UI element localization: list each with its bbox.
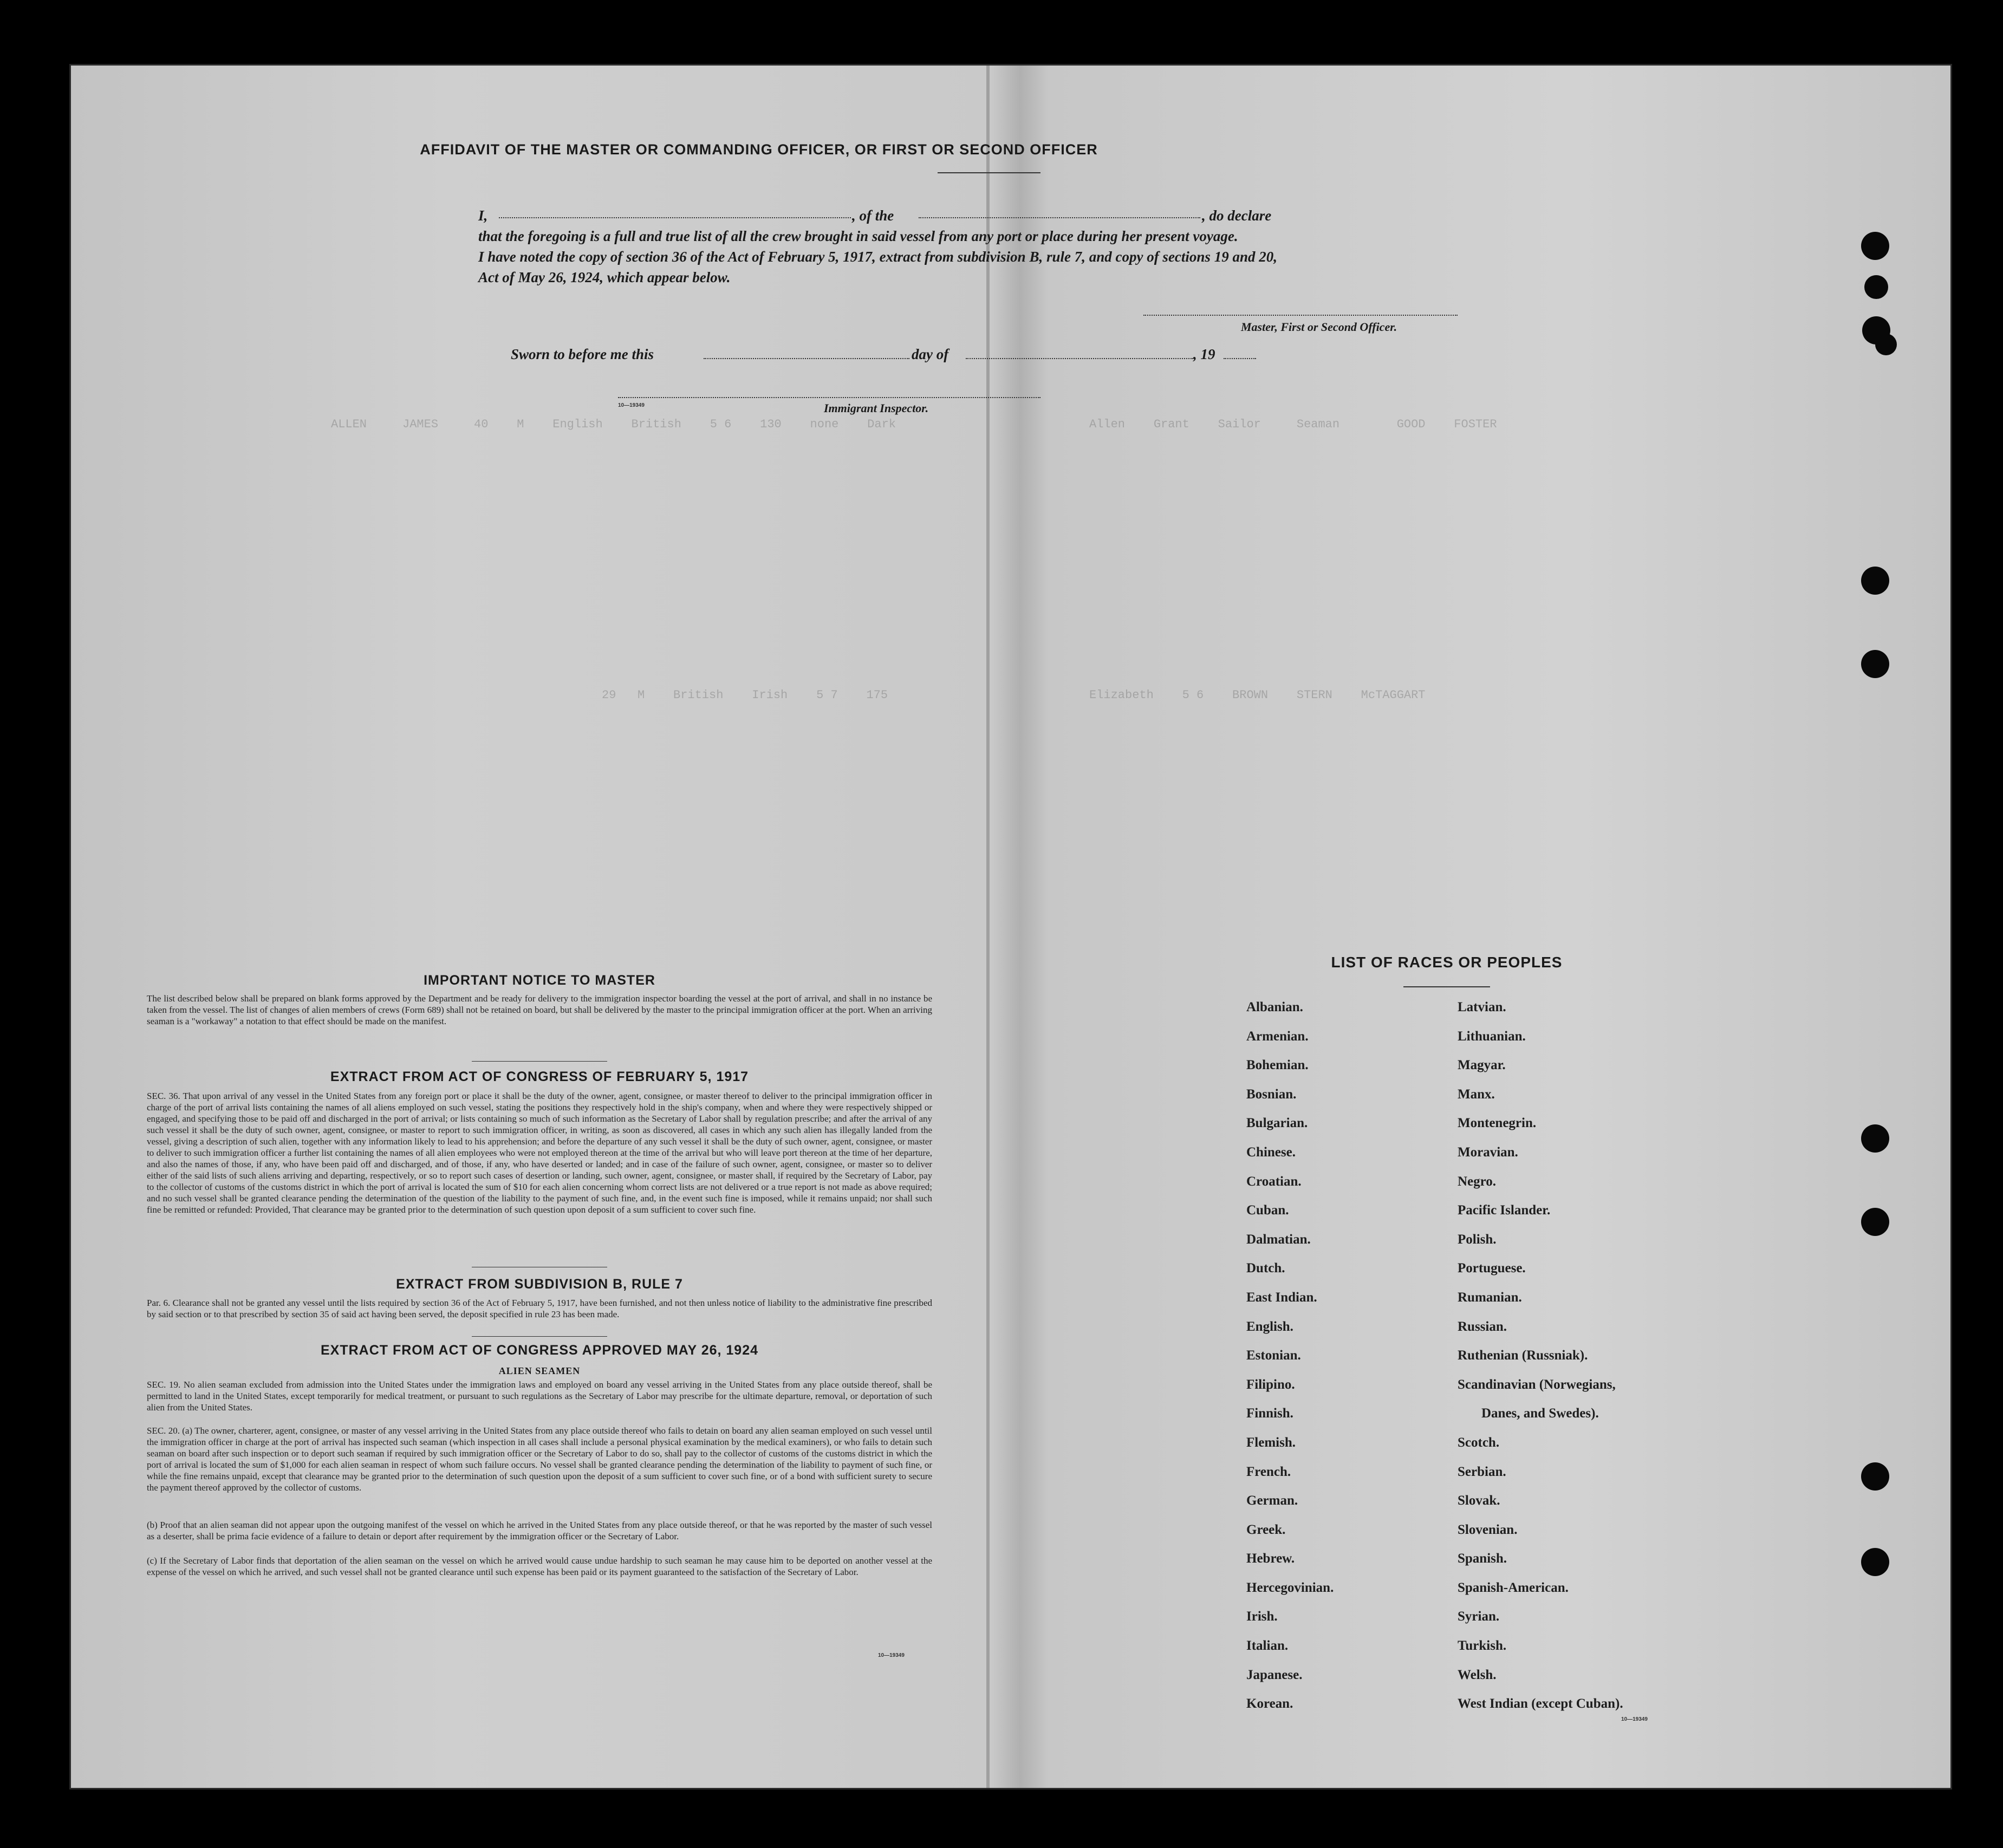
race-item: German. (1246, 1493, 1298, 1508)
race-item: East Indian. (1246, 1290, 1317, 1305)
race-item: Magyar. (1458, 1058, 1506, 1073)
race-item: Bulgarian. (1246, 1116, 1308, 1131)
bleed-through-text: ALLEN JAMES 40 M English British 5 6 130 none Dark (331, 418, 896, 431)
race-item: Pacific Islander. (1458, 1203, 1551, 1218)
race-item: Portuguese. (1458, 1261, 1526, 1276)
master-label: Master, First or Second Officer. (1241, 320, 1397, 334)
year-label: , 19 (1193, 346, 1215, 362)
race-item: Croatian. (1246, 1174, 1302, 1189)
race-item: Turkish. (1458, 1638, 1507, 1654)
race-item: Chinese. (1246, 1144, 1296, 1160)
inspector-label: Immigrant Inspector. (824, 401, 929, 415)
center-fold (986, 66, 990, 1788)
alien-seamen-subtitle: ALIEN SEAMEN (498, 1365, 581, 1376)
bleed-through-text: Elizabeth 5 6 BROWN STERN McTAGGART (1089, 688, 1426, 702)
inspector-signature-field[interactable] (618, 397, 1040, 398)
races-right-column (1458, 993, 1623, 1719)
race-item: Moravian. (1458, 1144, 1518, 1160)
race-item: Rumanian. (1458, 1290, 1522, 1305)
sworn-month-field[interactable] (966, 358, 1193, 359)
notice-text: The list described below shall be prepared on blank forms approved by the Department and be ready for delivery to the immigration inspector boarding the vessel at the port of arrival, and shall in no instance be taken from the vessel. The list of changes of alien members of crews (Form 689) shall not be retained on board, but shall be delivered by the master to the principal immigration officer at the port. When an arriving seaman is a "workaway" a notation to that effect should be made on the manifest. (147, 993, 932, 1026)
punch-hole (1861, 567, 1889, 595)
affidavit-i: I, (478, 207, 488, 224)
affidavit-line-4: Act of May 26, 1924, which appear below. (478, 269, 731, 285)
race-item: Serbian. (1458, 1464, 1506, 1479)
title-underline (938, 172, 1040, 173)
rule-7-title: EXTRACT FROM SUBDIVISION B, RULE 7 (396, 1277, 683, 1292)
race-item: Cuban. (1246, 1203, 1289, 1218)
extract-1924-title: EXTRACT FROM ACT OF CONGRESS APPROVED MAY 26, 1924 (320, 1343, 759, 1358)
extract-1917-text: SEC. 36. That upon arrival of any vessel in the United States from any foreign port or place it shall be the duty of the owner, agent, consignee, or master thereof to deliver to the principal immigration officer in charge of the port of arrival lists containing the names of all aliens employed on such vessel, stating the positions they respectively hold in the ship's company, when and where they were respectively shipped or engaged, and specifying those to be paid off and discharged in the port of arrival; or lists containing so much of such information as the Secretary of Labor shall by regulation prescribe; and after the arrival of any such vessel it shall be the duty of such owner, agent, consignee, or master to report to such immigration officer, in writing, as soon as discovered, all cases in which any such alien has illegally landed from the vessel, giving a description of such alien, together with any information likely to lead to his apprehension; and before the departure of any such vessel it shall be the duty of such owner, agent, consignee, or master to deliver to such immigration officer a further list containing the names of all alien employees who were not employed thereon at the time of the arrival but who will leave port thereon at the time of her departure, and also the names of those, if any, who have been paid off and discharged, and of those, if any, who have deserted or landed; and in case of the failure of such owner, agent, consignee, or master so to deliver either of the said lists of such aliens arriving and departing, respectively, or so to report such cases of desertion or landing, such owner, agent, consignee, or master shall, if required by the Secretary of Labor, pay to the collector of customs of the customs district in which the port of arrival is located the sum of $10 for each alien concerning whom correct lists are not delivered or a true report is not made as above required; and no such vessel shall be granted clearance pending the determination of the question of the liability to the payment of such fine, and, in the event such fine is imposed, while it remains unpaid; nor shall such fine be remitted or refunded: Provided, That clearance may be granted prior to the determination of such question upon deposit of a sum sufficient to cover such fine. (147, 1091, 932, 1215)
race-item: Finnish. (1246, 1406, 1293, 1421)
punch-hole (1875, 334, 1897, 355)
divider (472, 1061, 607, 1062)
bleed-through-text: Allen Grant Sailor Seaman GOOD FOSTER (1089, 418, 1497, 431)
race-item: Polish. (1458, 1232, 1497, 1247)
race-item: Ruthenian (Russniak). (1458, 1348, 1588, 1363)
affidavit-of-the: , of the (852, 207, 894, 224)
race-item: Estonian. (1246, 1348, 1301, 1363)
race-item: Dutch. (1246, 1261, 1285, 1276)
race-item: Manx. (1458, 1086, 1495, 1102)
race-item: Hebrew. (1246, 1551, 1295, 1566)
races-left-column (1246, 993, 1334, 1719)
race-item: Lithuanian. (1458, 1029, 1526, 1044)
sworn-year-field[interactable] (1224, 358, 1256, 359)
race-item: Slovenian. (1458, 1522, 1518, 1537)
race-item: Welsh. (1458, 1667, 1497, 1682)
notice-title: IMPORTANT NOTICE TO MASTER (424, 973, 655, 988)
affidavit-line-2: that the foregoing is a full and true list of all the crew brought in said vessel from any port or place during her present voyage. (478, 228, 1238, 244)
races-title: LIST OF RACES OR PEOPLES (1331, 954, 1563, 971)
race-item: Japanese. (1246, 1667, 1303, 1682)
punch-hole (1861, 1124, 1889, 1153)
extract-1924-sec-20c: (c) If the Secretary of Labor finds that deportation of the alien seaman on the vessel on which he arrived would cause undue hardship to such seaman he may cause him to be deported on another vessel at the expense of the vessel on which he arrived, and such vessel shall not be granted clearance until such expense has been paid or its payment guaranteed to the satisfaction of the Secretary of Labor. (147, 1556, 932, 1577)
race-item: Filipino. (1246, 1377, 1295, 1392)
punch-hole (1861, 1548, 1889, 1576)
punch-hole (1861, 650, 1889, 678)
affidavit-title: AFFIDAVIT OF THE MASTER OR COMMANDING OFFICER, OR FIRST OR SECOND OFFICER (420, 141, 1098, 158)
name-field[interactable] (499, 217, 851, 218)
extract-1924-sec-20b: (b) Proof that an alien seaman did not appear upon the outgoing manifest of the vessel on which he arrived in the United States from any place outside thereof, or that he was reported by the master of such vessel as a deserter, shall be prima facie evidence of a failure to detain or deport after requirement by the immigration officer or the Secretary of Labor. (147, 1520, 932, 1541)
race-item: Danes, and Swedes). (1481, 1406, 1599, 1421)
race-item: Italian. (1246, 1638, 1289, 1654)
master-signature-field[interactable] (1143, 315, 1458, 316)
affidavit-form-number: 10—19349 (618, 402, 645, 408)
race-item: Scotch. (1458, 1435, 1500, 1450)
race-item: Bohemian. (1246, 1058, 1309, 1073)
races-form-number: 10—19349 (1621, 1716, 1648, 1722)
race-item: Slovak. (1458, 1493, 1500, 1508)
day-of-label: day of (912, 346, 949, 362)
sworn-label: Sworn to before me this (511, 346, 654, 362)
extract-1917-title: EXTRACT FROM ACT OF CONGRESS OF FEBRUARY 5, 1917 (330, 1069, 749, 1084)
punch-hole (1861, 232, 1889, 260)
races-title-underline (1403, 986, 1490, 987)
extract-1924-sec-19: SEC. 19. No alien seaman excluded from admission into the United States under the immigration laws and employed on board any vessel arriving in the United States from any place outside thereof, shall be permitted to land in the United States, except temporarily for medical treatment, or pursuant to such regulations as the Secretary of Labor may prescribe for the ultimate departure, removal, or deportation of such alien from the United States. (147, 1380, 932, 1413)
vessel-field[interactable] (919, 217, 1200, 218)
race-item: Irish. (1246, 1609, 1278, 1624)
race-item: Greek. (1246, 1522, 1286, 1537)
race-item: Scandinavian (Norwegians, (1458, 1377, 1616, 1392)
bleed-through-text: 29 M British Irish 5 7 175 (602, 688, 888, 702)
sworn-day-field[interactable] (704, 358, 909, 359)
race-item: Russian. (1458, 1319, 1507, 1334)
race-item: Korean. (1246, 1696, 1293, 1712)
race-item: Bosnian. (1246, 1086, 1297, 1102)
punch-hole (1864, 275, 1888, 299)
rule-7-text: Par. 6. Clearance shall not be granted any vessel until the lists required by section 36 of the Act of February 5, 1917, have been furnished, and not then unless notice of liability to the administrative fine prescribed by said section or to that prescribed by section 35 of said act having been served, the deposit specified in rule 23 has been made. (147, 1298, 932, 1319)
race-item: Latvian. (1458, 1000, 1506, 1014)
race-item: Spanish-American. (1458, 1580, 1569, 1595)
extract-form-number: 10—19349 (878, 1652, 905, 1658)
race-item: West Indian (except Cuban). (1458, 1696, 1623, 1712)
race-item: French. (1246, 1464, 1291, 1479)
race-item: Hercegovinian. (1246, 1580, 1334, 1595)
race-item: Syrian. (1458, 1609, 1500, 1624)
document-sheet (69, 64, 1952, 1790)
punch-hole (1861, 1208, 1889, 1236)
extract-1924-sec-20a: SEC. 20. (a) The owner, charterer, agent, consignee, or master of any vessel arriving in the United States from any place outside thereof who fails to detain on board any alien seaman employed on such vessel until the immigration officer in charge at the port of arrival has inspected such seaman (which inspection in all cases shall include a personal physical examination by the medical examiners), or who fails to detain such seaman on board after such inspection or to deport such seaman if required by such immigration officer or the Secretary of Labor to do so, shall pay to the collector of customs of the customs district in which the port of arrival is located the sum of $1,000 for each alien seaman in respect of whom such failure occurs. No vessel shall be granted clearance pending the determination of the liability to payment of such fine, or while the fine remains unpaid, except that clearance may be granted prior to the determination of such question upon the deposit of a sum sufficient to cover such fine, or of a bond with sufficient surety to secure the payment thereof approved by the collector of customs. (147, 1426, 932, 1493)
race-item: English. (1246, 1319, 1293, 1334)
race-item: Flemish. (1246, 1435, 1296, 1450)
race-item: Montenegrin. (1458, 1116, 1537, 1131)
affidavit-line-3: I have noted the copy of section 36 of the Act of February 5, 1917, extract from subdivision B, rule 7, and copy of sections 19 and 20, (478, 249, 1277, 265)
punch-hole (1861, 1462, 1889, 1491)
race-item: Negro. (1458, 1174, 1497, 1189)
race-item: Spanish. (1458, 1551, 1507, 1566)
divider (472, 1336, 607, 1337)
race-item: Armenian. (1246, 1029, 1309, 1044)
affidavit-declare: , do declare (1202, 207, 1272, 224)
race-item: Albanian. (1246, 1000, 1303, 1014)
race-item: Dalmatian. (1246, 1232, 1311, 1247)
